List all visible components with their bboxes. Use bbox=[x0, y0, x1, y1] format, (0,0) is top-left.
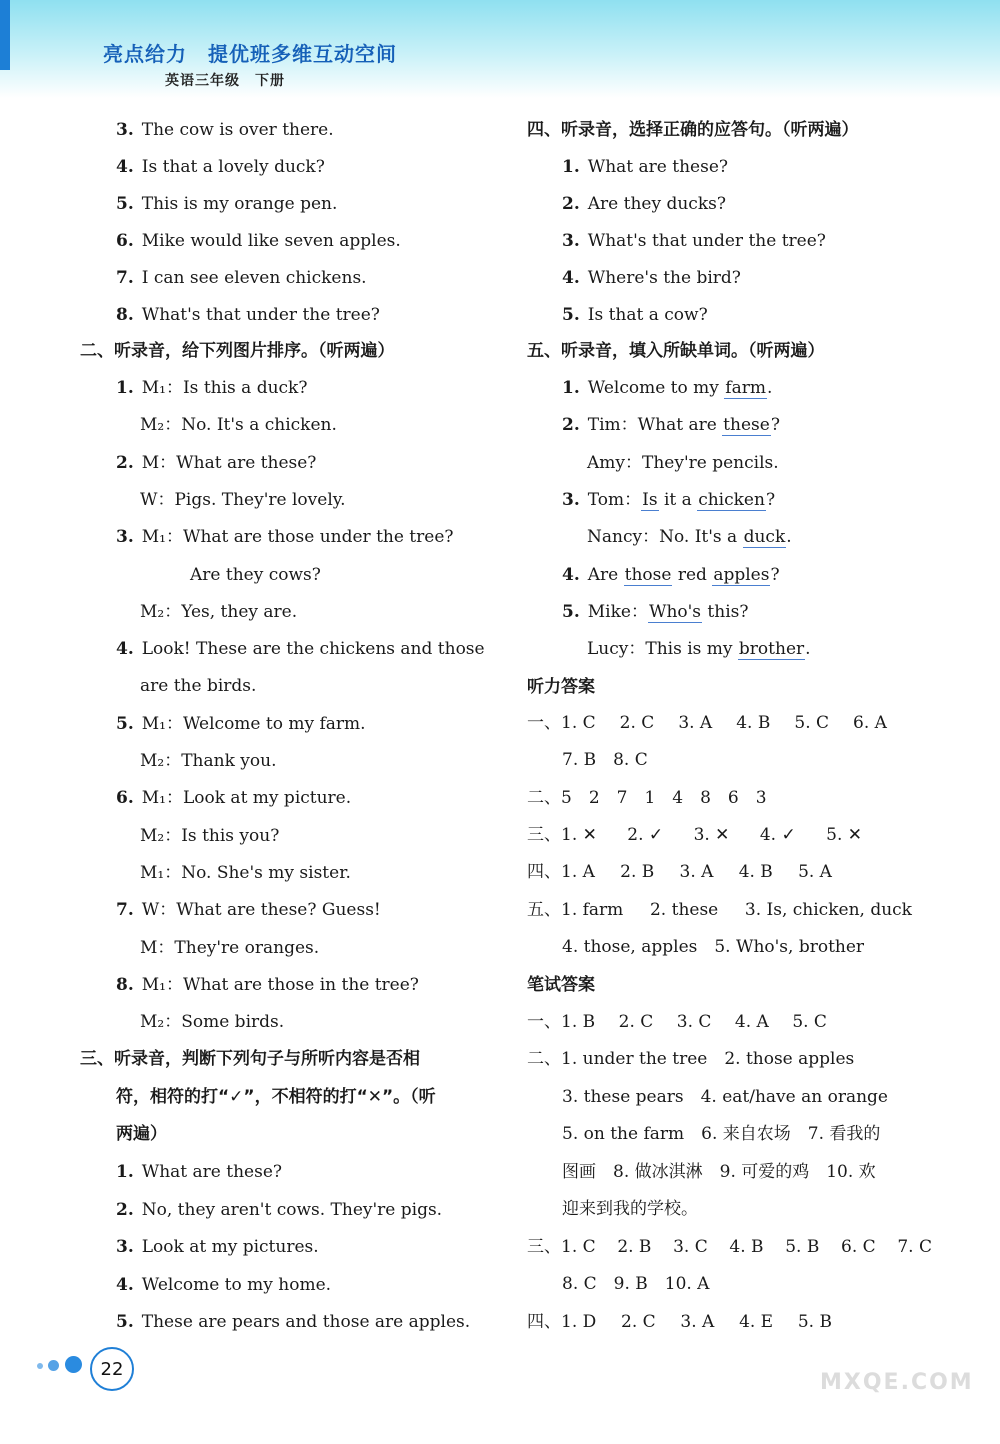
written-row-2: 二、1. under the tree 2. those apples bbox=[527, 1049, 855, 1069]
section-three-title-line1: 三、听录音，判断下列句子与所听内容是否相 bbox=[80, 1049, 420, 1069]
page-header bbox=[0, 0, 1000, 98]
blank-word: Is bbox=[642, 490, 658, 510]
judge-item: 1. What are these? bbox=[116, 1162, 283, 1182]
dialogue-line: W：Pigs. They're lovely. bbox=[140, 489, 346, 510]
blank-word: farm bbox=[725, 378, 766, 398]
response-item: 2. Are they ducks? bbox=[562, 194, 726, 214]
section-three-title-line3: 两遍） bbox=[116, 1124, 167, 1144]
written-row-3: 3. these pears 4. eat/have an orange bbox=[562, 1087, 888, 1107]
answer-row-1b: 7. B 8. C bbox=[562, 750, 648, 770]
listening-item: 4. Is that a lovely duck? bbox=[116, 157, 325, 177]
dialogue-line: 4. Look! These are the chickens and those bbox=[116, 639, 485, 660]
decor-dot-small bbox=[37, 1363, 43, 1369]
dialogue-line: 7. W：What are these? Guess! bbox=[116, 900, 381, 921]
judge-item: 5. These are pears and those are apples. bbox=[116, 1312, 471, 1332]
written-row-4: 5. on the farm 6. 来自农场 7. 看我的 bbox=[562, 1124, 881, 1144]
fill-line-1: 1. Welcome to my farm. bbox=[562, 378, 773, 398]
fill-line-2: 2. Tim：What are these? bbox=[562, 415, 780, 435]
decor-dot-large bbox=[65, 1356, 82, 1373]
dialogue-line: are the birds. bbox=[140, 676, 257, 697]
dialogue-line: M₂：No. It's a chicken. bbox=[140, 415, 337, 436]
brand-title: 亮点给力 提优班多维互动空间 bbox=[103, 42, 397, 66]
fill-line-4: 3. Tom：Is it a chicken? bbox=[562, 490, 776, 510]
answer-row-4: 四、1. A 2. B 3. A 4. B 5. A bbox=[527, 862, 832, 882]
blank-word: apples bbox=[713, 565, 770, 585]
dialogue-line: M₂：Thank you. bbox=[140, 751, 277, 771]
dialogue-line: 2. M：What are these? bbox=[116, 452, 317, 473]
blank-word: these bbox=[723, 415, 770, 435]
listening-item: 3. The cow is over there. bbox=[116, 120, 334, 140]
section-four-title: 四、听录音，选择正确的应答句。（听两遍） bbox=[527, 120, 859, 140]
book-subtitle: 英语三年级 下册 bbox=[165, 73, 285, 89]
dialogue-line: 1. M₁：Is this a duck? bbox=[116, 378, 308, 398]
listening-item: 7. I can see eleven chickens. bbox=[116, 268, 367, 288]
blank-word: Who's bbox=[648, 602, 702, 622]
answer-row-5b: 4. those, apples 5. Who's, brother bbox=[562, 937, 865, 957]
answer-row-2: 二、5 2 7 1 4 8 6 3 bbox=[527, 788, 767, 808]
dialogue-line: M₁：No. She's my sister. bbox=[140, 862, 351, 883]
dialogue-line: M₂：Some birds. bbox=[140, 1012, 285, 1033]
listening-item: 6. Mike would like seven apples. bbox=[116, 231, 401, 251]
dialogue-line: Are they cows? bbox=[190, 564, 321, 585]
dialogue-line: 5. M₁：Welcome to my farm. bbox=[116, 713, 366, 734]
fill-line-7: 5. Mike：Who's this? bbox=[562, 602, 749, 622]
judge-item: 3. Look at my pictures. bbox=[116, 1237, 319, 1257]
written-answers-title: 笔试答案 bbox=[527, 975, 595, 995]
written-row-8: 8. C 9. B 10. A bbox=[562, 1274, 710, 1294]
dialogue-line: M：They're oranges. bbox=[140, 937, 320, 958]
written-row-7: 三、1. C 2. B 3. C 4. B 5. B 6. C 7. C bbox=[527, 1237, 932, 1257]
dialogue-line: 6. M₁：Look at my picture. bbox=[116, 788, 352, 809]
answer-row-3: 三、1. ✕ 2. ✓ 3. ✕ 4. ✓ 5. ✕ bbox=[527, 825, 862, 845]
dialogue-line: M₂：Yes, they are. bbox=[140, 601, 298, 622]
listening-answers-title: 听力答案 bbox=[527, 677, 595, 697]
judge-item: 4. Welcome to my home. bbox=[116, 1274, 332, 1295]
response-item: 4. Where's the bird? bbox=[562, 268, 741, 288]
fill-line-8: Lucy：This is my brother. bbox=[587, 639, 811, 659]
page-number: 22 bbox=[90, 1347, 134, 1391]
dialogue-line: M₂：Is this you? bbox=[140, 825, 280, 846]
decor-dot-medium bbox=[48, 1360, 59, 1371]
section-two-title: 二、听录音，给下列图片排序。（听两遍） bbox=[80, 341, 395, 361]
written-row-5: 图画 8. 做冰淇淋 9. 可爱的鸡 10. 欢 bbox=[562, 1162, 876, 1182]
written-row-1: 一、1. B 2. C 3. C 4. A 5. C bbox=[527, 1012, 827, 1032]
fill-line-3: Amy：They're pencils. bbox=[587, 453, 779, 473]
response-item: 3. What's that under the tree? bbox=[562, 231, 826, 251]
answer-row-5: 五、1. farm 2. these 3. Is, chicken, duck bbox=[527, 900, 912, 920]
judge-item: 2. No, they aren't cows. They're pigs. bbox=[116, 1199, 443, 1220]
listening-item: 5. This is my orange pen. bbox=[116, 194, 338, 214]
watermark: MXQE.COM bbox=[820, 1370, 974, 1395]
section-five-title: 五、听录音，填入所缺单词。（听两遍） bbox=[527, 341, 825, 361]
dialogue-line: 8. M₁：What are those in the tree? bbox=[116, 974, 419, 995]
response-item: 5. Is that a cow? bbox=[562, 305, 708, 325]
header-edge-bar bbox=[0, 0, 10, 70]
dialogue-line: 3. M₁：What are those under the tree? bbox=[116, 527, 454, 548]
answer-row-1: 一、1. C 2. C 3. A 4. B 5. C 6. A bbox=[527, 713, 887, 733]
response-item: 1. What are these? bbox=[562, 157, 729, 177]
blank-word: brother bbox=[738, 639, 805, 659]
blank-word: those bbox=[624, 565, 672, 585]
section-three-title-line2: 符，相符的打“✓”，不相符的打“✕”。（听 bbox=[116, 1087, 436, 1107]
fill-line-6: 4. Are those red apples? bbox=[562, 565, 780, 585]
blank-word: duck bbox=[743, 527, 786, 547]
fill-line-5: Nancy：No. It's a duck. bbox=[587, 527, 792, 547]
blank-word: chicken bbox=[698, 490, 765, 510]
written-row-9: 四、1. D 2. C 3. A 4. E 5. B bbox=[527, 1312, 832, 1332]
written-row-6: 迎来到我的学校。 bbox=[562, 1199, 698, 1219]
listening-item: 8. What's that under the tree? bbox=[116, 305, 380, 325]
